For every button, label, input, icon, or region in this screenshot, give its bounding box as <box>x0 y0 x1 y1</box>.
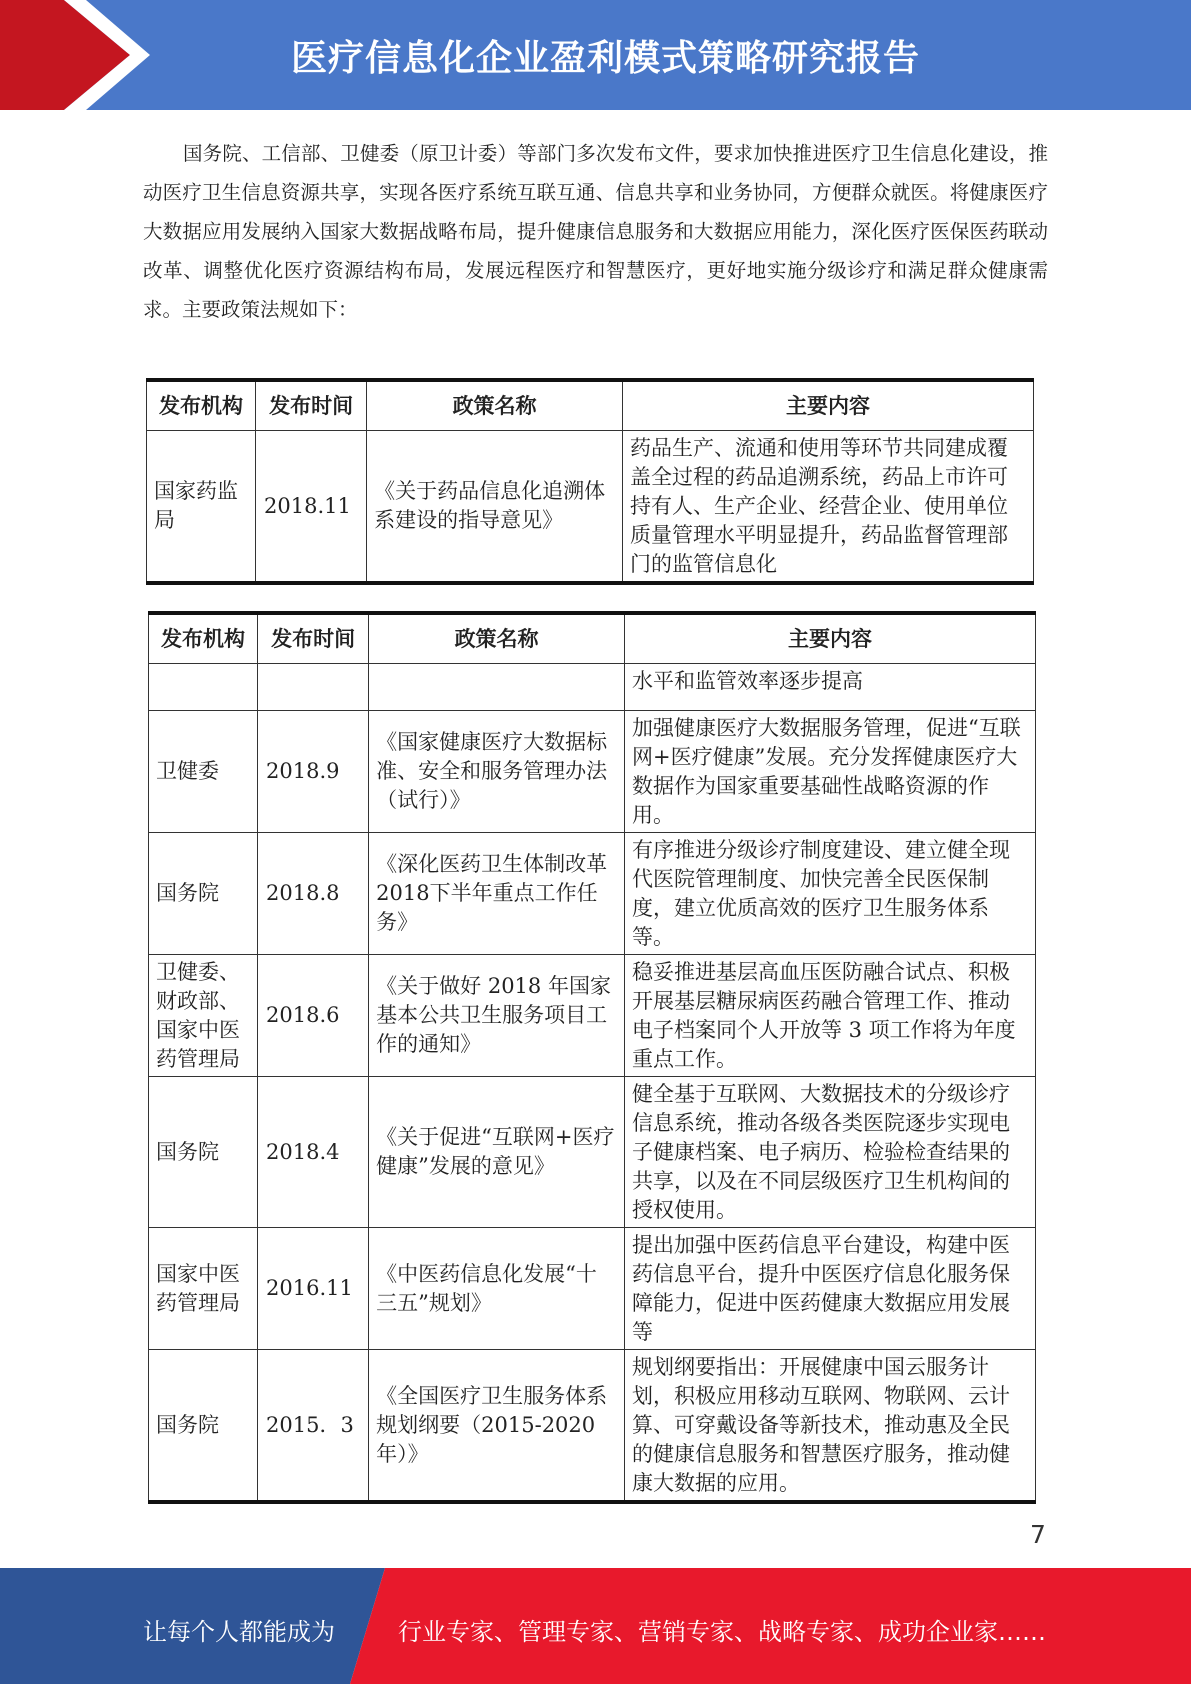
table-header-row <box>149 613 1036 664</box>
intro-paragraph: 国务院、工信部、卫健委（原卫计委）等部门多次发布文件，要求加快推进医疗卫生信息化建设，推动医疗卫生信息资源共享，实现各医疗系统互联互通、信息共享和业务协同，方便群众就医。将健康医疗大数据应用发展纳入国家大数据战略布局，提升健康信息服务和大数据应用能力，深化医疗医保医药联动改革、调整优化医疗资源结构布局，发展远程医疗和智慧医疗，更好地实施分级诊疗和满足群众健康需求。主要政策法规如下： <box>143 142 1048 321</box>
header-policy-name: 政策名称 <box>369 613 625 664</box>
cell-main-content: 规划纲要指出：开展健康中国云服务计划，积极应用移动互联网、物联网、云计算、可穿戴设备等新技术，推动惠及全民的健康信息服务和智慧医疗服务，推动健康大数据的应用。 <box>624 1350 1035 1503</box>
cell-agency: 国务院 <box>149 1077 258 1228</box>
cell-policy-name: 《关于药品信息化追溯体系建设的指导意见》 <box>367 431 623 584</box>
cell-agency: 国务院 <box>149 833 258 955</box>
table-row <box>149 664 1036 711</box>
cell-date: 2018.9 <box>258 711 369 833</box>
header-date: 发布时间 <box>258 613 369 664</box>
header-main-content: 主要内容 <box>622 380 1033 431</box>
header-main-content: 主要内容 <box>624 613 1035 664</box>
table-row <box>149 833 1036 955</box>
cell-agency: 卫健委 <box>149 711 258 833</box>
header-agency: 发布机构 <box>147 380 256 431</box>
table-row <box>149 711 1036 833</box>
page-number: 7 <box>1030 1520 1046 1549</box>
footer-slogan-left: 让每个人都能成为 <box>143 1618 335 1646</box>
header-banner <box>0 0 1191 110</box>
policy-table-part-2 <box>148 611 1036 1504</box>
cell-main-content: 提出加强中医药信息平台建设，构建中医药信息平台，提升中医医疗信息化服务保障能力，促进中医药健康大数据应用发展等 <box>624 1228 1035 1350</box>
table-header-row <box>147 380 1034 431</box>
cell-main-content: 水平和监管效率逐步提高 <box>624 664 1035 711</box>
table-row <box>149 1228 1036 1350</box>
cell-date: 2015．3 <box>258 1350 369 1503</box>
header-policy-name: 政策名称 <box>367 380 623 431</box>
cell-policy-name: 《全国医疗卫生服务体系规划纲要（2015-2020年）》 <box>369 1350 625 1503</box>
cell-agency: 卫健委、财政部、国家中医药管理局 <box>149 955 258 1077</box>
table-row <box>149 1350 1036 1503</box>
header-date: 发布时间 <box>256 380 367 431</box>
table-row <box>147 431 1034 584</box>
table-row <box>149 1077 1036 1228</box>
cell-main-content: 加强健康医疗大数据服务管理，促进“互联网+医疗健康”发展。充分发挥健康医疗大数据作为国家重要基础性战略资源的作用。 <box>624 711 1035 833</box>
cell-policy-name <box>369 664 625 711</box>
cell-policy-name: 《国家健康医疗大数据标准、安全和服务管理办法（试行）》 <box>369 711 625 833</box>
footer-slogan-right: 行业专家、管理专家、营销专家、战略专家、成功企业家…… <box>398 1618 1046 1646</box>
cell-agency <box>149 664 258 711</box>
header-agency: 发布机构 <box>149 613 258 664</box>
cell-policy-name: 《深化医药卫生体制改革2018下半年重点工作任务》 <box>369 833 625 955</box>
cell-date: 2018.8 <box>258 833 369 955</box>
footer-banner <box>0 1568 1191 1684</box>
policy-table-part-1 <box>146 378 1034 585</box>
cell-policy-name: 《关于做好 2018 年国家基本公共卫生服务项目工作的通知》 <box>369 955 625 1077</box>
cell-date: 2018.4 <box>258 1077 369 1228</box>
header-arrow-graphic <box>0 0 150 110</box>
cell-agency: 国家药监局 <box>147 431 256 584</box>
cell-date: 2018.6 <box>258 955 369 1077</box>
cell-main-content: 稳妥推进基层高血压医防融合试点、积极开展基层糖尿病医药融合管理工作、推动电子档案同个人开放等 3 项工作将为年度重点工作。 <box>624 955 1035 1077</box>
cell-main-content: 药品生产、流通和使用等环节共同建成覆盖全过程的药品追溯系统，药品上市许可持有人、生产企业、经营企业、使用单位质量管理水平明显提升，药品监督管理部门的监管信息化 <box>622 431 1033 584</box>
table-row <box>149 955 1036 1077</box>
cell-date: 2018.11 <box>256 431 367 584</box>
cell-policy-name: 《中医药信息化发展“十三五”规划》 <box>369 1228 625 1350</box>
cell-agency: 国家中医药管理局 <box>149 1228 258 1350</box>
cell-main-content: 有序推进分级诊疗制度建设、建立健全现代医院管理制度、加快完善全民医保制度，建立优质高效的医疗卫生服务体系等。 <box>624 833 1035 955</box>
cell-main-content: 健全基于互联网、大数据技术的分级诊疗信息系统，推动各级各类医院逐步实现电子健康档案、电子病历、检验检查结果的共享，以及在不同层级医疗卫生机构间的授权使用。 <box>624 1077 1035 1228</box>
cell-agency: 国务院 <box>149 1350 258 1503</box>
report-title: 医疗信息化企业盈利模式策略研究报告 <box>290 37 920 79</box>
cell-date: 2016.11 <box>258 1228 369 1350</box>
cell-date <box>258 664 369 711</box>
cell-policy-name: 《关于促进“互联网+医疗健康”发展的意见》 <box>369 1077 625 1228</box>
